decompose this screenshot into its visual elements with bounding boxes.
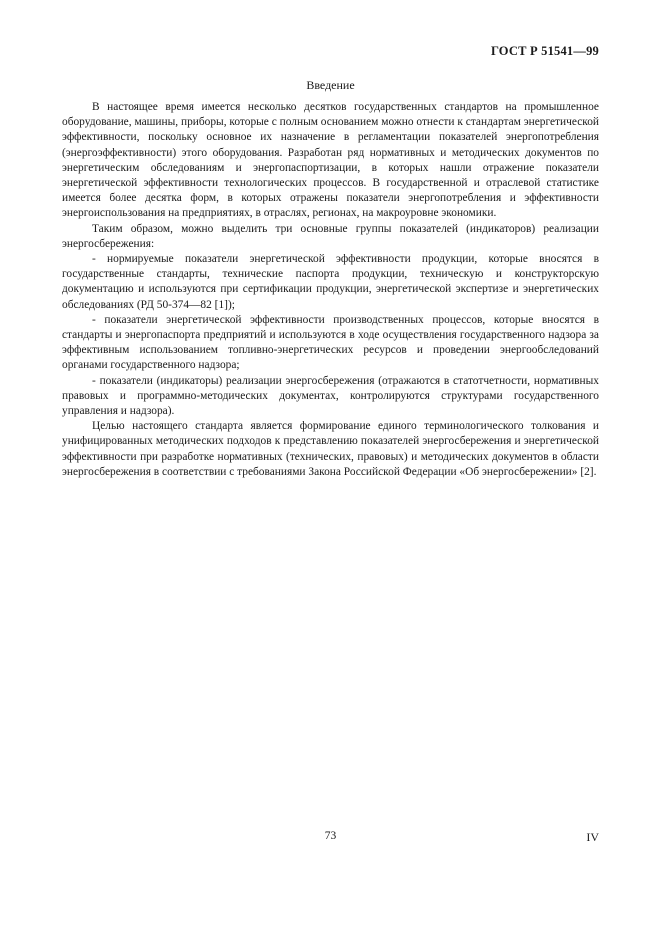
list-item-energy-saving-indicators: - показатели (индикаторы) реализации энергосбережения (отражаются в статотчетности, нормативных правовых и программно-методических документах, контролируются структурами государственного управления и надзора). xyxy=(62,374,599,418)
paragraph-groups-lead: Таким образом, можно выделить три основные группы показателей (индикаторов) реализации энергосбережения: xyxy=(62,222,599,250)
roman-page-number: IV xyxy=(586,830,599,844)
body-text xyxy=(62,100,599,480)
paragraph-purpose: Целью настоящего стандарта является формирование единого терминологического толкования и унифицированных методических подходов к представлению показателей энергосбережения и энергетической эффективности при разработке нормативных (технических, правовых) и методических документов в области энергосбережения в соответствии с требованиями Закона Российской Федерации «Об энергосбережении» [2]. xyxy=(62,420,599,478)
document-standard-code: ГОСТ Р 51541—99 xyxy=(490,44,599,58)
list-item-product-indicators: - нормируемые показатели энергетической эффективности продукции, которые вносятся в государственные стандарты, технические паспорта продукции, техническую и конструкторскую документацию и используются при сертификации продукции, энергетической экспертизе и энергетических обследованиях (РД 50-374—82 [1]); xyxy=(62,253,599,311)
paragraph-intro: В настоящее время имеется несколько десятков государственных стандартов на промышленное оборудование, машины, приборы, которые с полным основанием можно отнести к стандартам энергетической эффективности, поскольку основное их назначение в регламентации показателей энергопотребления (энергоэффективности) этого оборудования. Разработан ряд нормативных и методических документов по энергетическим обследованиям и энергопаспортизации, в которых нашли отражение показатели энергетической эффективности технологических процессов. В государственной и отраслевой статистике имеется более десятка форм, в которых отражены показатели энергопотребления и эффективности энергоиспользования на предприятиях, в отраслях, регионах, на макроуровне экономики. xyxy=(62,101,599,220)
page-number: 73 xyxy=(324,830,337,842)
list-item-process-indicators: - показатели энергетической эффективности производственных процессов, которые вносятся в стандарты и энергопаспорта предприятий и используются в ходе осуществления государственного надзора за эффективным использованием топливно-энергетических ресурсов и проведении энергообследований органами государственного надзора; xyxy=(62,313,599,372)
section-title: Введение xyxy=(306,78,355,92)
